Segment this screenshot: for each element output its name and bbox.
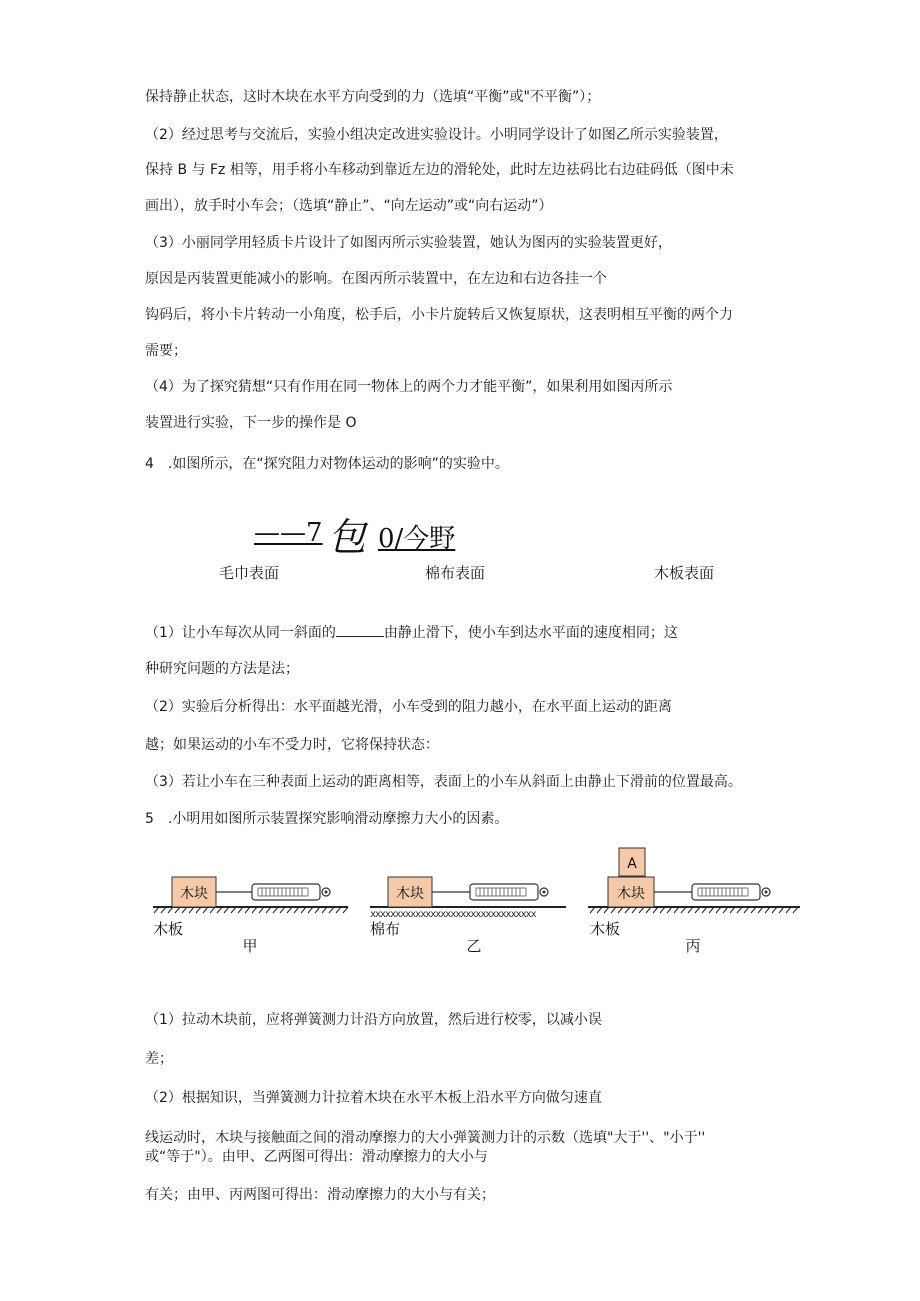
q5-part2-line3: 或“等于"）。由甲、乙两图可得出：滑动摩擦力的大小与 bbox=[145, 1149, 488, 1165]
wood-block-label: 木块 bbox=[617, 886, 645, 902]
surface-label-towel: 毛巾表面 bbox=[219, 564, 280, 582]
q4-part1-b: 由静止滑下，使小车到达水平面的速度相同；这 bbox=[383, 625, 678, 641]
q4-part1-line1 bbox=[145, 624, 678, 642]
friction-apparatus-figure-bing bbox=[588, 843, 803, 963]
panel-label-2: 丙 bbox=[685, 937, 701, 955]
q5-part2-line1: （2）根据知识，当弹簧测力计拉着木块在水平木板上沿水平方向做匀速直 bbox=[145, 1090, 602, 1106]
text-line-6: 原因是丙装置更能减小的影响。在图丙所示装置中，在左边和右边各挂一个 bbox=[145, 271, 607, 287]
text-line-5: （3）小丽同学用轻质卡片设计了如图丙所示实验装置，她认为图丙的实验装置更好， bbox=[145, 235, 672, 251]
svg-text:xxxxxxxxxxxxxxxxxxxxxxxxxxxxxx: xxxxxxxxxxxxxxxxxxxxxxxxxxxxxxxxx bbox=[370, 909, 536, 920]
q4-part2-line2: 越；如果运动的小车不受力时，它将保持状态： bbox=[145, 737, 439, 753]
text-line-1: 保持静止状态，这时木块在水平方向受到的力（选填“平衡”或"不平衡”）； bbox=[145, 89, 601, 105]
surface-label-cotton: 棉布表面 bbox=[425, 564, 486, 582]
panel-yi bbox=[370, 877, 566, 955]
text-line-10: 装置进行实验，下一步的操作是 O bbox=[145, 415, 357, 431]
figure-garbled-c: 0/今野 bbox=[378, 524, 456, 554]
question-5-title: 5 .小明用如图所示装置探究影响滑动摩擦力大小的因素。 bbox=[145, 811, 509, 827]
q4-part1-a: （1）让小车每次从同一斜面的 bbox=[145, 625, 336, 641]
text-line-3: 保持 B 与 Fz 相等，用手将小车移动到靠近左边的滑轮处，此时左边祛码比右边硅码低（图中未 bbox=[145, 162, 734, 178]
text-line-8: 需要； bbox=[145, 343, 187, 359]
q4-part2-line1: （2）实验后分析得出：水平面越光滑，小车受到的阻力越小，在水平面上运动的距离 bbox=[145, 699, 672, 715]
wood-block-label: 木块 bbox=[396, 886, 424, 902]
answer-blank bbox=[336, 624, 384, 637]
q5-part1-line2: 差； bbox=[145, 1051, 173, 1067]
text-line-7: 钩码后，将小卡片转动一小角度，松手后，小卡片旋转后又恢复原状，这表明相互平衡的两个力 bbox=[145, 307, 733, 323]
surface-label-wood: 木板表面 bbox=[654, 564, 715, 582]
block-a-label: A bbox=[627, 856, 637, 872]
q5-part2-line2: 线运动时，木块与接触面之间的滑动摩擦力的大小弹簧测力计的示数（选填"大于''、"小于'' bbox=[145, 1130, 706, 1146]
text-line-2: （2）经过思考与交流后，实验小组决定改进实验设计。小明同学设计了如图乙所示实验装置， bbox=[145, 127, 728, 143]
figure-garbled-a: ——7 bbox=[254, 518, 323, 548]
friction-apparatus-figure bbox=[150, 843, 570, 963]
q4-part1-line2: 种研究问题的方法是法； bbox=[145, 661, 299, 677]
q5-part2-line4: 有关；由甲、丙两图可得出：滑动摩擦力的大小与有关； bbox=[145, 1187, 495, 1203]
text-line-9: （4）为了探究猜想“只有作用在同一物体上的两个力才能平衡”，如果利用如图丙所示 bbox=[145, 379, 673, 395]
panel-label-1: 乙 bbox=[466, 937, 482, 955]
wood-block-label: 木块 bbox=[180, 886, 208, 902]
q5-part1-line1: （1）拉动木块前，应将弹簧测力计沿方向放置，然后进行校零，以减小误 bbox=[145, 1012, 602, 1028]
surface-label-2: 木板 bbox=[590, 920, 621, 938]
panel-label-0: 甲 bbox=[242, 937, 258, 955]
panel-jia bbox=[153, 877, 348, 955]
surface-label-1: 棉布 bbox=[370, 920, 401, 938]
text-line-4: 画出），放手时小车会；（选填“静止”、“向左运动”或“向右运动”） bbox=[145, 198, 553, 214]
surface-label-0: 木板 bbox=[153, 920, 184, 938]
q4-part3: （3）若让小车在三种表面上运动的距离相等，表面上的小车从斜面上由静止下滑前的位置最高。 bbox=[145, 774, 742, 790]
question-4-title: 4 .如图所示，在“探究阻力对物体运动的影响”的实验中。 bbox=[145, 456, 509, 472]
figure-garbled-b: 包 bbox=[328, 515, 367, 559]
